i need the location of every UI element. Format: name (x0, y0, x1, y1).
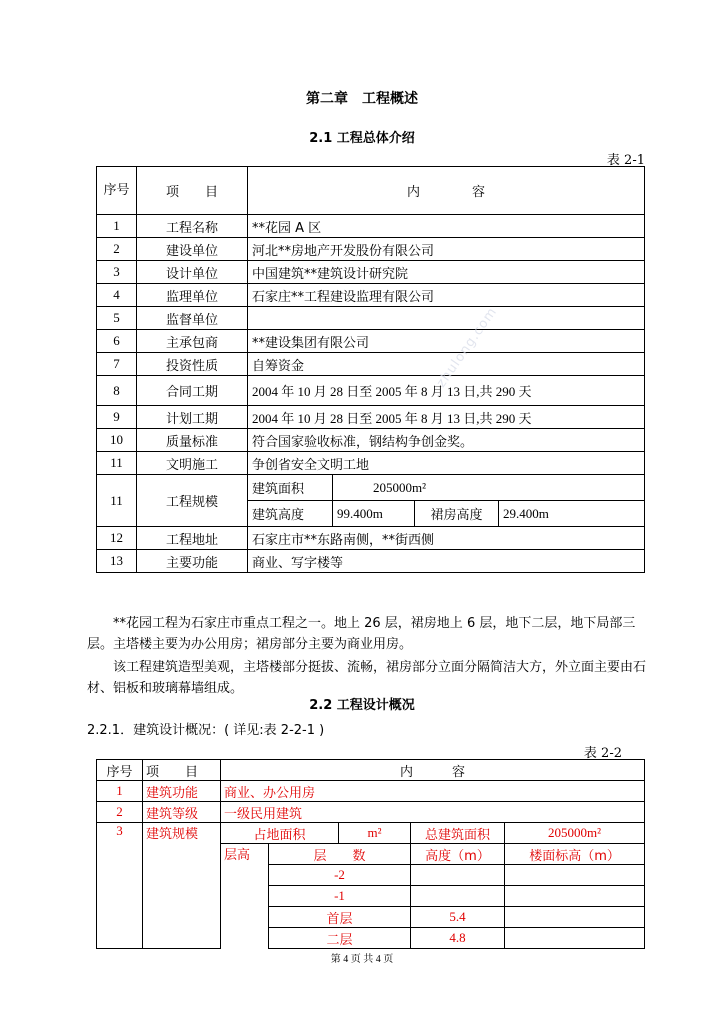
table-row (97, 429, 645, 452)
table-row (97, 376, 645, 406)
col-height: 高度（m） (411, 844, 505, 865)
row-item: 主要功能 (137, 550, 248, 573)
row-no: 9 (97, 406, 137, 429)
height-cell: 5.4 (411, 907, 505, 928)
row-content: 商业、写字楼等 (248, 550, 645, 573)
table-row (97, 406, 645, 429)
row-no: 7 (97, 353, 137, 376)
height-value: 99.400m (333, 501, 415, 527)
height-cell (411, 865, 505, 886)
row-no: 3 (97, 823, 143, 949)
floor-cell: -1 (269, 886, 411, 907)
table-row (97, 550, 645, 573)
row-content: 2004 年 10 月 28 日至 2005 年 8 月 13 日,共 290 天 (248, 406, 645, 429)
table-header-row (97, 760, 645, 781)
row-content: 争创省安全文明工地 (248, 452, 645, 475)
table-row (97, 452, 645, 475)
row-content: **建设集团有限公司 (248, 330, 645, 353)
podium-value: 29.400m (499, 501, 645, 527)
table-row (97, 353, 645, 376)
design-overview-table (96, 759, 645, 949)
table-header-row (97, 167, 645, 215)
header-content: 内 容 (221, 760, 645, 781)
row-item: 监理单位 (137, 284, 248, 307)
col-elevation: 楼面标高（m） (505, 844, 645, 865)
table-row (97, 284, 645, 307)
row-item: 工程地址 (137, 527, 248, 550)
page-footer: 第 4 页 共 4 页 (330, 954, 394, 965)
table-row (97, 475, 645, 501)
height-cell (411, 886, 505, 907)
header-seq: 序号 (97, 760, 143, 781)
row-content: 2004 年 10 月 28 日至 2005 年 8 月 13 日,共 290 天 (248, 376, 645, 406)
subsection-title: 2.2.1．建筑设计概况：( 详见:表 2-2-1 ) (87, 723, 325, 738)
section-title: 2.1 工程总体介绍 (309, 131, 415, 146)
area-value: 205000m² (333, 475, 645, 501)
row-item: 建筑功能 (143, 781, 221, 802)
watermark: zhulong.com (433, 304, 501, 391)
row-content: **花园 A 区 (248, 215, 645, 238)
row-no: 3 (97, 261, 137, 284)
row-no: 6 (97, 330, 137, 353)
row-content: 河北**房地产开发股份有限公司 (248, 238, 645, 261)
header-item: 项 目 (137, 167, 248, 215)
table-row (97, 781, 645, 802)
row-item: 合同工期 (137, 376, 248, 406)
row-item: 建设单位 (137, 238, 248, 261)
section2-title: 2.2 工程设计概况 (309, 698, 415, 713)
row-item: 质量标准 (137, 429, 248, 452)
row-item: 文明施工 (137, 452, 248, 475)
elevation-cell (505, 928, 645, 949)
elevation-cell (505, 865, 645, 886)
header-content: 内 容 (248, 167, 645, 215)
total-area-value: 205000m² (505, 823, 645, 844)
table-row (97, 330, 645, 353)
elevation-cell (505, 907, 645, 928)
row-content: 石家庄**工程建设监理有限公司 (248, 284, 645, 307)
table1-caption: 表 2-1 (606, 153, 645, 168)
table-row (97, 527, 645, 550)
table-row (97, 802, 645, 823)
header-seq: 序号 (97, 167, 137, 215)
floor-cell: -2 (269, 865, 411, 886)
row-item: 建筑等级 (143, 802, 221, 823)
row-content: 石家庄市**东路南侧，**街西侧 (248, 527, 645, 550)
header-item: 项 目 (143, 760, 221, 781)
row-no: 2 (97, 238, 137, 261)
area-label: 建筑面积 (248, 475, 333, 501)
table-row (97, 215, 645, 238)
row-item: 设计单位 (137, 261, 248, 284)
table-row (97, 307, 645, 330)
table-row (97, 823, 645, 844)
height-label: 建筑高度 (248, 501, 333, 527)
row-no: 1 (97, 215, 137, 238)
overview-paragraph-2: 该工程建筑造型美观，主塔楼部分挺拔、流畅，裙房部分立面分隔简洁大方，外立面主要由石材、铝板和玻璃幕墙组成。 (87, 660, 647, 696)
row-no: 5 (97, 307, 137, 330)
row-no: 8 (97, 376, 137, 406)
row-content (248, 307, 645, 330)
row-no: 11 (97, 475, 137, 527)
row-content: 商业、办公用房 (221, 781, 645, 802)
row-item: 建筑规模 (143, 823, 221, 949)
overview-paragraph-1: **花园工程为石家庄市重点工程之一。地上 26 层，裙房地上 6 层，地下二层，地下局部三层。主塔楼主要为办公用房；裙房部分主要为商业用房。 (87, 616, 636, 652)
row-no: 10 (97, 429, 137, 452)
row-item: 工程名称 (137, 215, 248, 238)
chapter-title: 第二章 工程概述 (306, 91, 418, 107)
row-content: 中国建筑**建筑设计研究院 (248, 261, 645, 284)
row-no: 12 (97, 527, 137, 550)
table-row (97, 261, 645, 284)
row-no: 4 (97, 284, 137, 307)
land-area-value: m² (339, 823, 411, 844)
table2-caption: 表 2-2 (583, 746, 622, 761)
row-item: 主承包商 (137, 330, 248, 353)
land-area-label: 占地面积 (221, 823, 339, 844)
elevation-cell (505, 886, 645, 907)
row-item: 工程规模 (137, 475, 248, 527)
row-no: 1 (97, 781, 143, 802)
row-no: 2 (97, 802, 143, 823)
podium-label: 裙房高度 (415, 501, 499, 527)
table-row (97, 238, 645, 261)
row-no: 11 (97, 452, 137, 475)
row-content: 自筹资金 (248, 353, 645, 376)
project-overview-table (96, 166, 645, 573)
row-content: 符合国家验收标准，钢结构争创金奖。 (248, 429, 645, 452)
row-no: 13 (97, 550, 137, 573)
row-item: 计划工期 (137, 406, 248, 429)
floor-height-label: 层高 (221, 844, 269, 949)
col-floors: 层 数 (269, 844, 411, 865)
height-cell: 4.8 (411, 928, 505, 949)
row-item: 监督单位 (137, 307, 248, 330)
floor-cell: 二层 (269, 928, 411, 949)
floor-cell: 首层 (269, 907, 411, 928)
row-item: 投资性质 (137, 353, 248, 376)
total-area-label: 总建筑面积 (411, 823, 505, 844)
row-content: 一级民用建筑 (221, 802, 645, 823)
